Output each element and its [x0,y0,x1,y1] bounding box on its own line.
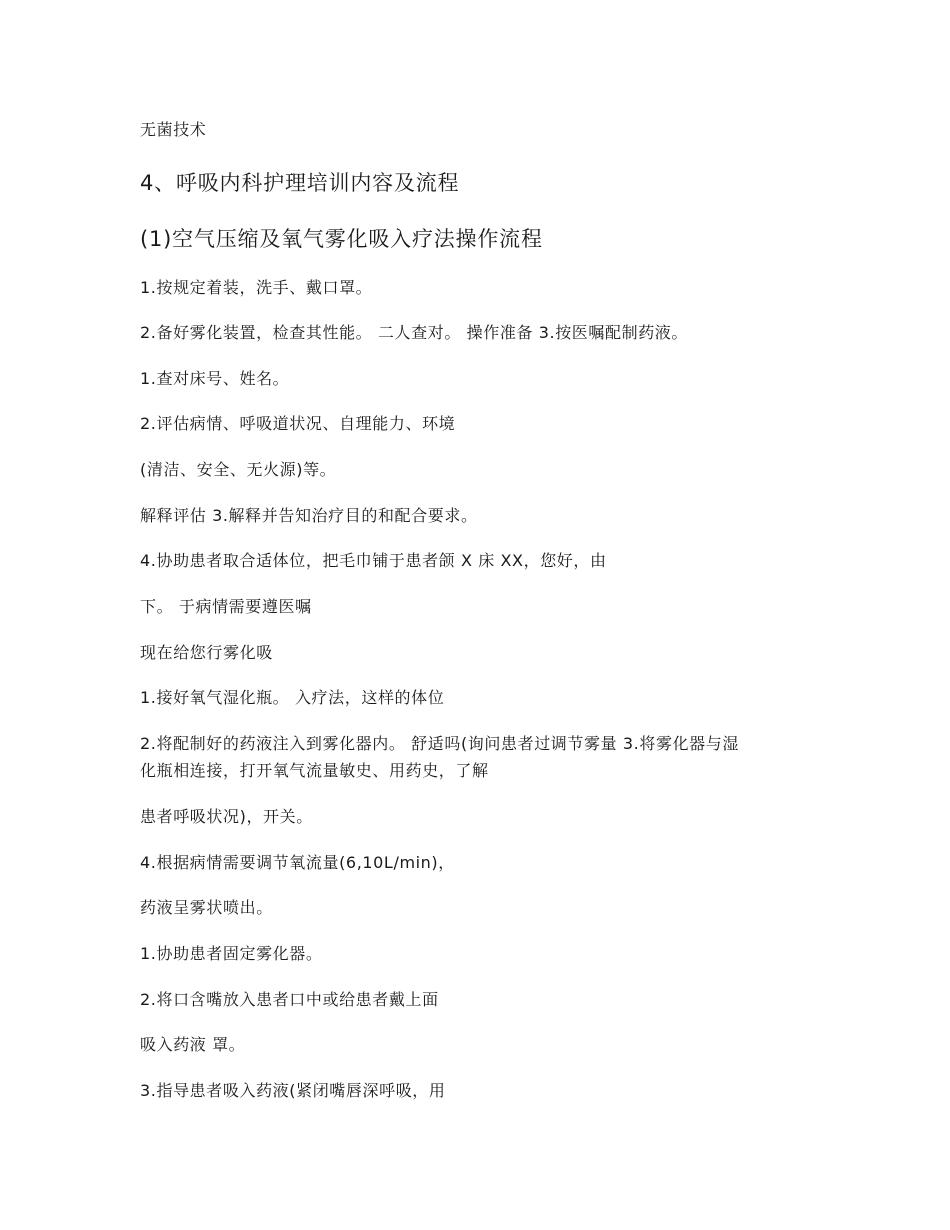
section-label: 无菌技术 [140,120,207,139]
text-line: 3.指导患者吸入药液(紧闭嘴唇深呼吸，用 [140,1081,446,1100]
text-line: 2.将口含嘴放入患者口中或给患者戴上面 [140,990,439,1009]
text-line: 1.按规定着装，洗手、戴口罩。 [140,278,373,297]
text-line: 2.评估病情、呼吸道状况、自理能力、环境 [140,414,456,433]
text-line: 解释评估 3.解释并告知治疗目的和配合要求。 [140,506,478,525]
text-line: 吸入药液 罩。 [140,1035,246,1054]
text-line: 4.协助患者取合适体位，把毛巾铺于患者颌 X 床 XX，您好，由 [140,551,607,570]
text-line: 4.根据病情需要调节氧流量(6,10L/min)， [140,853,455,872]
text-line: 现在给您行雾化吸 [140,643,273,662]
page-subheading: (1)空气压缩及氧气雾化吸入疗法操作流程 [140,227,543,251]
text-line: 1.查对床号、姓名。 [140,369,290,388]
text-line: 1.协助患者固定雾化器。 [140,944,323,963]
text-line: (清洁、安全、无火源)等。 [140,460,337,479]
text-line: 下。 于病情需要遵医嘱 [140,597,312,616]
text-line: 化瓶相连接，打开氧气流量敏史、用药史，了解 [140,761,489,780]
text-line: 2.备好雾化装置，检查其性能。 二人查对。 操作准备 3.按医嘱配制药液。 [140,323,688,342]
text-line: 1.接好氧气湿化瓶。 入疗法，这样的体位 [140,688,445,707]
text-line: 药液呈雾状喷出。 [140,898,273,917]
page-heading: 4、呼吸内科护理培训内容及流程 [140,171,460,195]
text-line: 患者呼吸状况)，开关。 [140,807,313,826]
text-line: 2.将配制好的药液注入到雾化器内。 舒适吗(询问患者过调节雾量 3.将雾化器与湿 [140,734,739,753]
